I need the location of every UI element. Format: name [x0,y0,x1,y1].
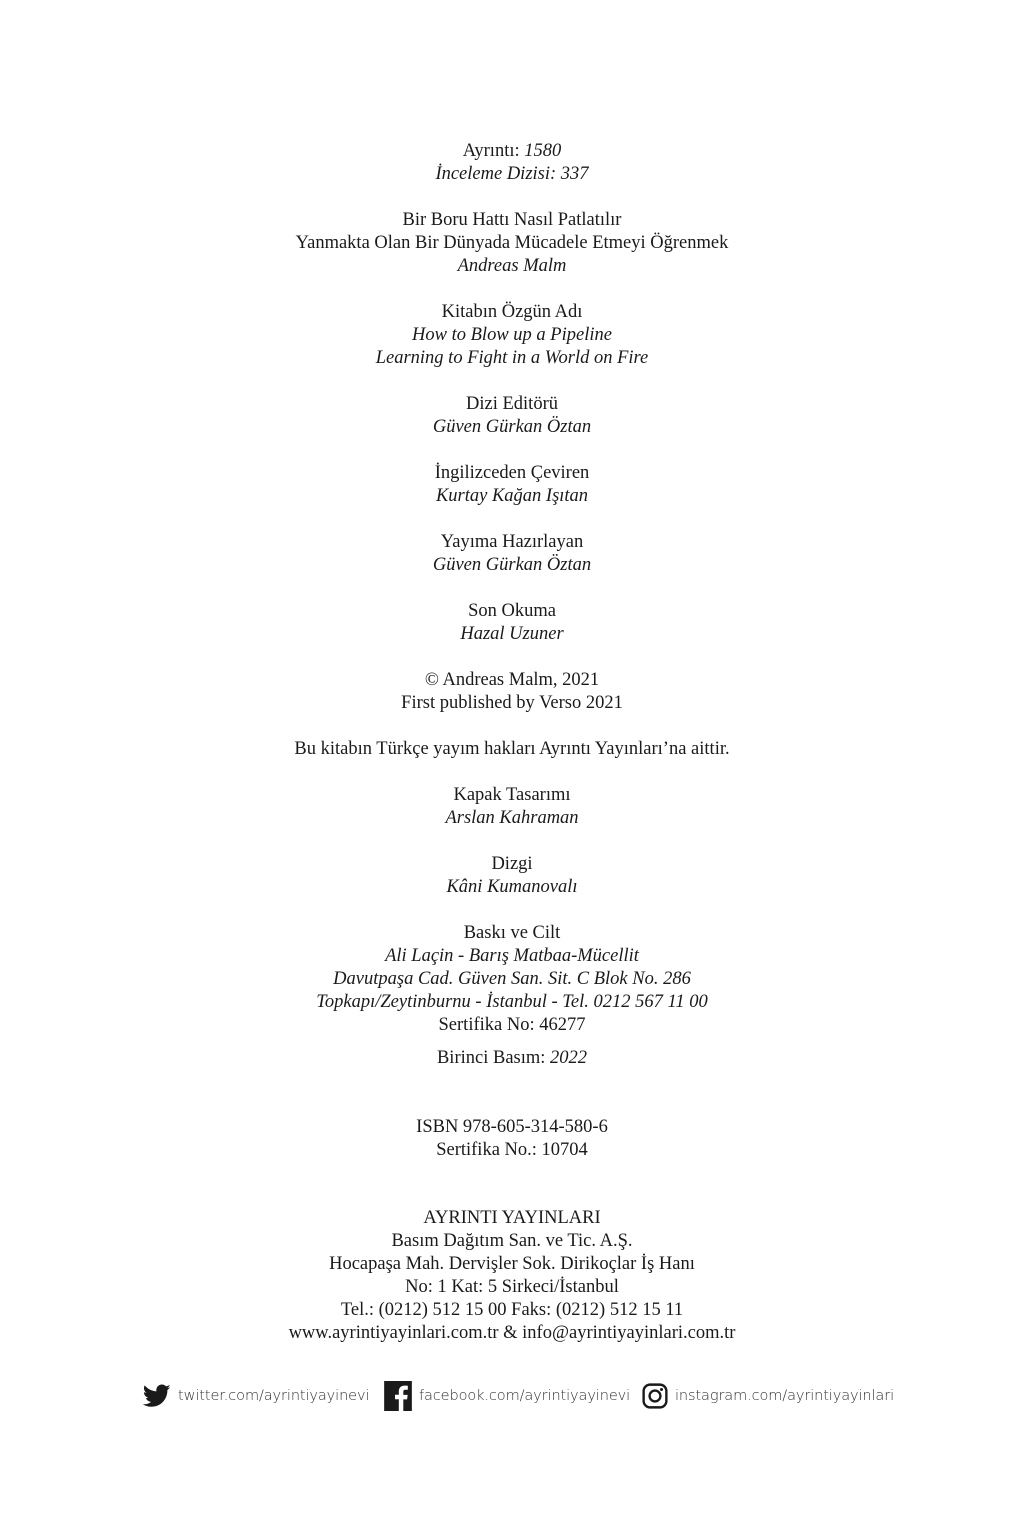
credit-label: Yayıma Hazırlayan [440,532,584,552]
first-published-line: First published by Verso 2021 [401,693,623,713]
facebook-icon [384,1381,412,1411]
original-title: How to Blow up a Pipeline [412,325,612,345]
book-subtitle: Yanmakta Olan Bir Dünyada Mücadele Etmeyi Öğrenmek [295,233,729,253]
credit-name: Güven Gürkan Öztan [432,417,592,437]
spacer [0,1093,1024,1116]
publisher-web: www.ayrintiyayinlari.com.tr & info@ayrintiyayinlari.com.tr [288,1323,736,1343]
facebook-link[interactable] [384,1378,630,1414]
edition-line: Birinci Basım: 2022 [436,1048,588,1068]
original-title-block [0,301,1024,370]
publisher-block [0,1207,1024,1345]
copyright-block [0,669,1024,715]
credit-name: Hazal Uzuner [460,624,564,644]
printing-label: Baskı ve Cilt [463,923,561,943]
title-block [0,209,1024,278]
printer-address: Davutpaşa Cad. Güven San. Sit. C Blok No. 286 [333,969,691,989]
book-author: Andreas Malm [457,256,567,276]
rights-block [0,738,1024,761]
publisher-certificate: Sertifika No.: 10704 [436,1140,588,1160]
credit-label: İngilizceden Çeviren [434,463,590,483]
isbn-block [0,1116,1024,1162]
credit-name: Kurtay Kağan Işıtan [435,486,589,506]
printer-name: Ali Laçin - Barış Matbaa-Mücellit [385,946,639,966]
credit-cover-design [0,784,1024,830]
credit-name: Arslan Kahraman [445,808,579,828]
credit-label: Dizi Editörü [466,394,558,414]
original-title-label: Kitabın Özgün Adı [441,302,583,322]
publisher-number-line: Ayrıntı: 1580 [462,141,562,161]
spacer [0,1185,1024,1207]
edition-block [0,1047,1024,1070]
publisher-name: AYRINTI YAYINLARI [423,1208,601,1228]
credit-label: Dizgi [491,854,533,874]
printing-block [0,922,1024,1037]
credit-prepared-by [0,531,1024,577]
publisher-address-2: No: 1 Kat: 5 Sirkeci/İstanbul [405,1277,619,1297]
social-links [0,1378,1024,1414]
series-block [0,140,1024,186]
instagram-label: instagram.com/ayrintiyayinlari [675,1388,895,1404]
twitter-label: twitter.com/ayrintiyayinevi [178,1388,370,1404]
credit-series-editor [0,393,1024,439]
twitter-icon [143,1384,171,1408]
instagram-icon [642,1383,668,1409]
credit-translator [0,462,1024,508]
original-subtitle: Learning to Fight in a World on Fire [375,348,649,368]
publisher-address-1: Hocapaşa Mah. Dervişler Sok. Dirikoçlar İş Hanı [329,1254,695,1274]
rights-statement: Bu kitabın Türkçe yayım hakları Ayrıntı Yayınları’na aittir. [294,739,730,759]
twitter-link[interactable] [143,1378,369,1414]
printer-city-phone: Topkapı/Zeytinburnu - İstanbul - Tel. 0212 567 11 00 [316,992,708,1012]
imprint-page [0,140,1024,1368]
isbn: ISBN 978-605-314-580-6 [416,1117,608,1137]
publisher-company: Basım Dağıtım San. ve Tic. A.Ş. [391,1231,633,1251]
credit-name: Kâni Kumanovalı [446,877,578,897]
credit-label: Son Okuma [468,601,556,621]
book-title: Bir Boru Hattı Nasıl Patlatılır [402,210,622,230]
credit-name: Güven Gürkan Öztan [432,555,592,575]
credit-proofreading [0,600,1024,646]
publisher-phone: Tel.: (0212) 512 15 00 Faks: (0212) 512 15 11 [340,1300,684,1320]
credit-label: Kapak Tasarımı [453,785,571,805]
facebook-label: facebook.com/ayrintiyayinevi [419,1388,631,1404]
credit-typesetting [0,853,1024,899]
instagram-link[interactable] [642,1378,894,1414]
series-number: İnceleme Dizisi: 337 [435,164,589,184]
printer-certificate: Sertifika No: 46277 [438,1015,586,1035]
copyright-line: © Andreas Malm, 2021 [424,670,600,690]
